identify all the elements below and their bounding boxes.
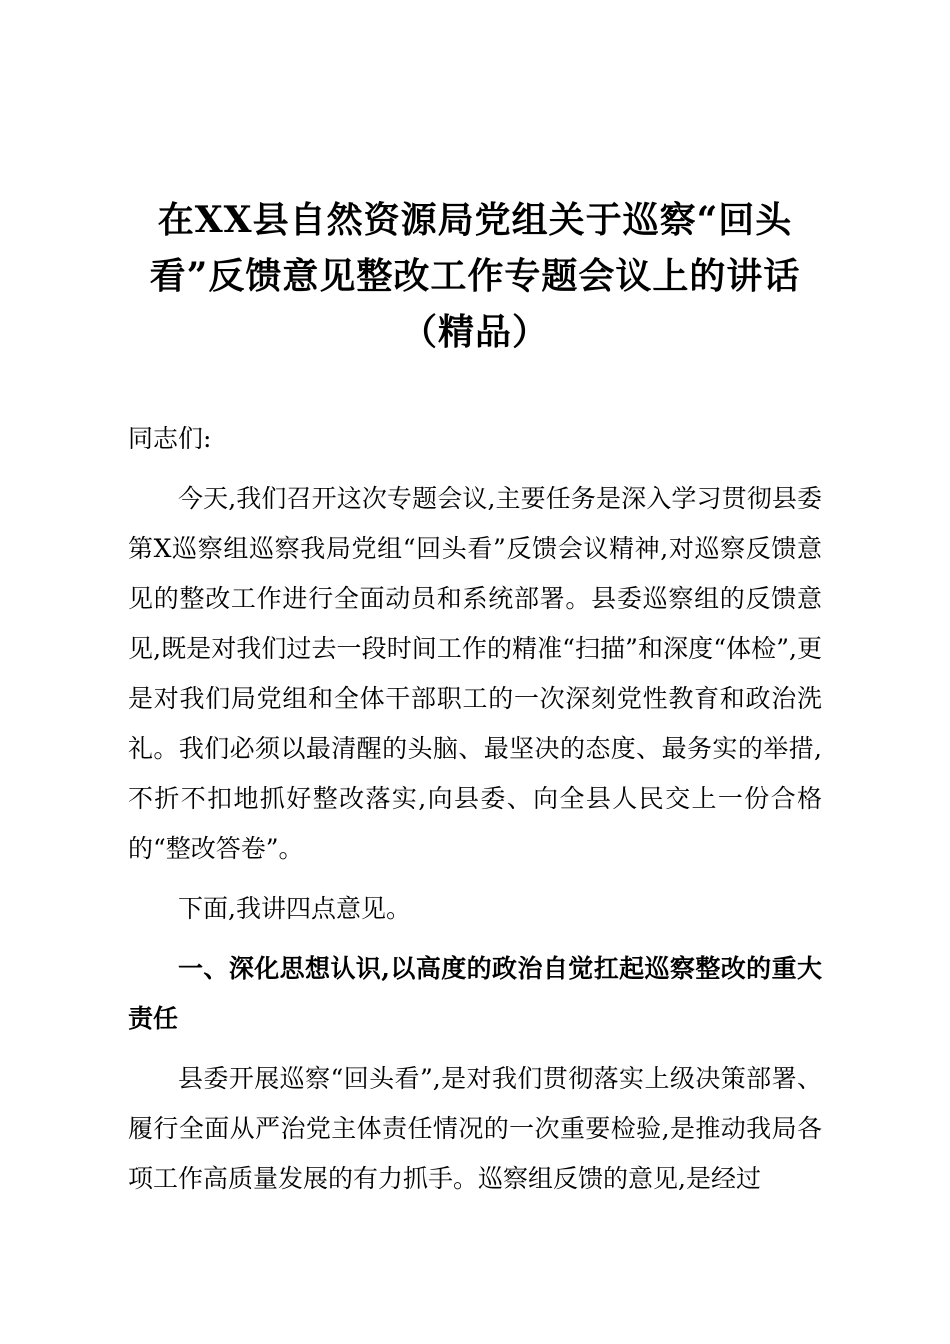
title-line-1: 在XX县自然资源局党组关于巡察“回头 — [157, 199, 793, 241]
title-line-3: （精品） — [400, 311, 549, 353]
salutation: 同志们: — [128, 424, 212, 453]
document-body — [128, 414, 822, 1214]
document-title — [110, 192, 840, 360]
paragraph-outline: 下面,我讲四点意见。 — [178, 894, 411, 923]
section-paragraph-1: 县委开展巡察“回头看”,是对我们贯彻落实上级决策部署、履行全面从严治党主体责任情况的一次重要检验,是推动我局各项工作高质量发展的有力抓手。巡察组反馈的意见,是经过 — [128, 1064, 822, 1193]
paragraph-intro: 今天,我们召开这次专题会议,主要任务是深入学习贯彻县委第X巡察组巡察我局党组“回头看”反馈会议精神,对巡察反馈意见的整改工作进行全面动员和系统部署。县委巡察组的反馈意见,既是对我们过去一段时间工作的精准“扫描”和深度“体检”,更是对我们局党组和全体干部职工的一次深刻党性教育和政治洗礼。我们必须以最清醒的头脑、最坚决的态度、最务实的举措,不折不扣地抓好整改落实,向县委、向全县人民交上一份合格的“整改答卷”。 — [128, 484, 822, 863]
title-line-2: 看”反馈意见整改工作专题会议上的讲话 — [149, 255, 801, 297]
section-heading-1: 一、深化思想认识,以高度的政治自觉扛起巡察整改的重大责任 — [128, 954, 822, 1033]
